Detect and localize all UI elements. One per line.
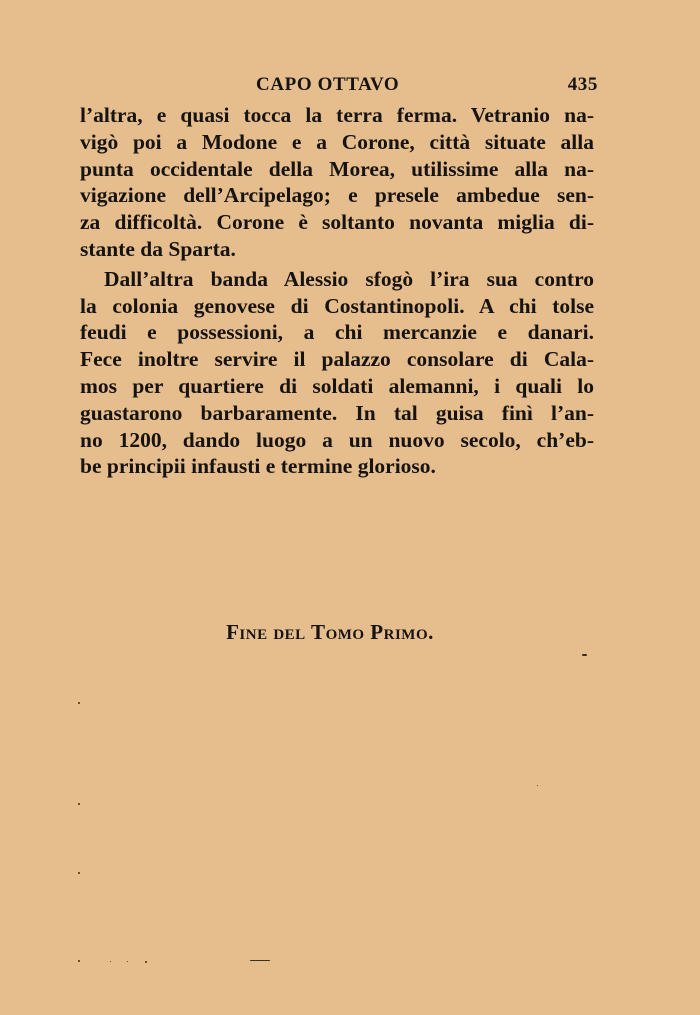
page-number: 435 — [567, 74, 598, 95]
scan-speck — [78, 702, 80, 704]
text-line: no 1200, dando luogo a un nuovo secolo, ch’eb- — [80, 427, 594, 452]
scan-speck — [78, 803, 80, 805]
text-line: punta occidentale della Morea, utilissime alla na- — [80, 156, 594, 181]
end-of-volume-note: Fine del Tomo Primo. — [226, 620, 434, 644]
text-line: Dall’altra banda Alessio sfogò l’ira sua contro — [104, 266, 594, 291]
body-text — [80, 102, 594, 480]
text-line: feudi e possessioni, a chi mercanzie e danari. — [80, 320, 594, 345]
text-line: l’altra, e quasi tocca la terra ferma. Vetranio na- — [80, 103, 594, 127]
running-title: CAPO OTTAVO — [256, 74, 400, 95]
paragraph — [80, 102, 594, 263]
scan-speck — [78, 960, 80, 962]
text-line: Fece inoltre servire il palazzo consolare di Cala- — [80, 347, 594, 372]
text-line: guastarono barbaramente. In tal guisa finì l’an- — [80, 400, 594, 425]
text-line: stante da Sparta. — [80, 236, 236, 261]
text-line: mos per quartiere di soldati alemanni, i quali lo — [80, 373, 594, 398]
scan-speck — [537, 785, 538, 786]
scan-speck — [250, 960, 270, 961]
text-line: vigò poi a Modone e a Corone, città situate alla — [80, 129, 594, 154]
scan-speck — [110, 961, 111, 962]
scan-speck — [145, 961, 147, 963]
text-line: be principii infausti e termine glorioso. — [80, 454, 436, 479]
scan-speck — [582, 654, 587, 656]
text-line: za difficoltà. Corone è soltanto novanta miglia di- — [80, 210, 594, 235]
text-line: vigazione dell’Arcipelago; e presele ambedue sen- — [80, 183, 594, 208]
scan-speck — [127, 961, 128, 962]
page-header — [80, 74, 598, 102]
paragraph — [80, 266, 594, 480]
text-line: la colonia genovese di Costantinopoli. A chi tolse — [80, 293, 594, 318]
scan-speck — [78, 872, 80, 874]
